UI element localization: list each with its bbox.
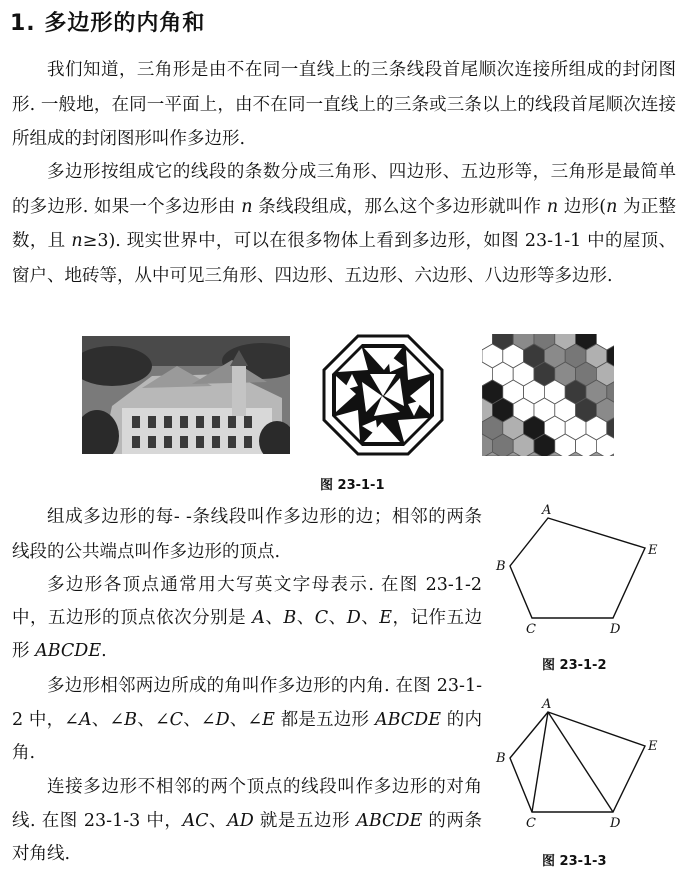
paragraph-diagonal: 连接多边形不相邻的两个顶点的线段叫作多边形的对角线. 在图 23-1-3 中，AC、AD 就是五边形 ABCDE 的两条对角线.	[12, 777, 482, 864]
paragraph-polygon-classification: 多边形按组成它的线段的条数分成三角形、四边形、五边形等，三角形是最简单的多边形. 如果一个多边形由 n 条线段组成，那么这个多边形就叫作 n 边形(n 为正整数，且 n≥3). 现实世界中，可以在很多物体上看到多边形，如图 23-1-1 中的屋顶、窗户、地砖等，从中可见三角形、四边形、五边形、六边形、八边形等多边形.	[12, 162, 677, 286]
paragraph-polygon-definition: 我们知道，三角形是由不在同一直线上的三条线段首尾顺次连接所组成的封闭图形. 一般地，在同一平面上，由不在同一直线上的三条或三条以上的线段首尾顺次连接所组成的封闭图形叫作多边形.	[12, 60, 676, 149]
octagon-window-figure	[322, 334, 444, 456]
vertex-label-b: B	[496, 559, 506, 574]
paragraph-vertex-notation: 多边形各顶点通常用大写英文字母表示. 在图 23-1-2 中，五边形的顶点依次分别是 A、B、C、D、E，记作五边形 ABCDE.	[12, 575, 483, 661]
hexagon-tiles-figure	[482, 334, 614, 456]
figure-23-1-2-caption: 图 23-1-2	[542, 658, 607, 673]
vertex-label-c: C	[526, 622, 536, 636]
diagonal-ad	[548, 712, 613, 812]
pentagon-figure-23-1-3	[490, 696, 670, 832]
pentagon-abcde-diagonals	[510, 712, 645, 812]
vertex-label-c: C	[526, 816, 536, 831]
vertex-label-a: A	[542, 697, 552, 712]
vertex-label-d: D	[610, 816, 621, 831]
pentagon-abcde	[510, 518, 645, 618]
section-heading: 1. 多边形的内角和	[10, 11, 206, 36]
paragraph-side-vertex: 组成多边形的每- -条线段叫作多边形的边；相邻的两条线段的公共端点叫作多边形的顶点.	[12, 507, 482, 562]
figure-23-1-3-caption: 图 23-1-3	[542, 854, 607, 869]
vertex-label-d: D	[610, 622, 621, 636]
figure-23-1-1-caption: 图 23-1-1	[320, 478, 385, 493]
vertex-label-b: B	[496, 751, 506, 766]
vertex-label-a: A	[542, 503, 552, 518]
paragraph-interior-angle: 多边形相邻两边所成的角叫作多边形的内角. 在图 23-1-2 中，∠A、∠B、∠C、∠D、∠E 都是五边形 ABCDE 的内角.	[12, 676, 482, 763]
vertex-label-e: E	[648, 739, 658, 754]
building-photo	[82, 336, 290, 454]
diagonal-ac	[532, 712, 548, 812]
vertex-label-e: E	[648, 543, 658, 558]
pentagon-figure-23-1-2	[490, 500, 670, 636]
